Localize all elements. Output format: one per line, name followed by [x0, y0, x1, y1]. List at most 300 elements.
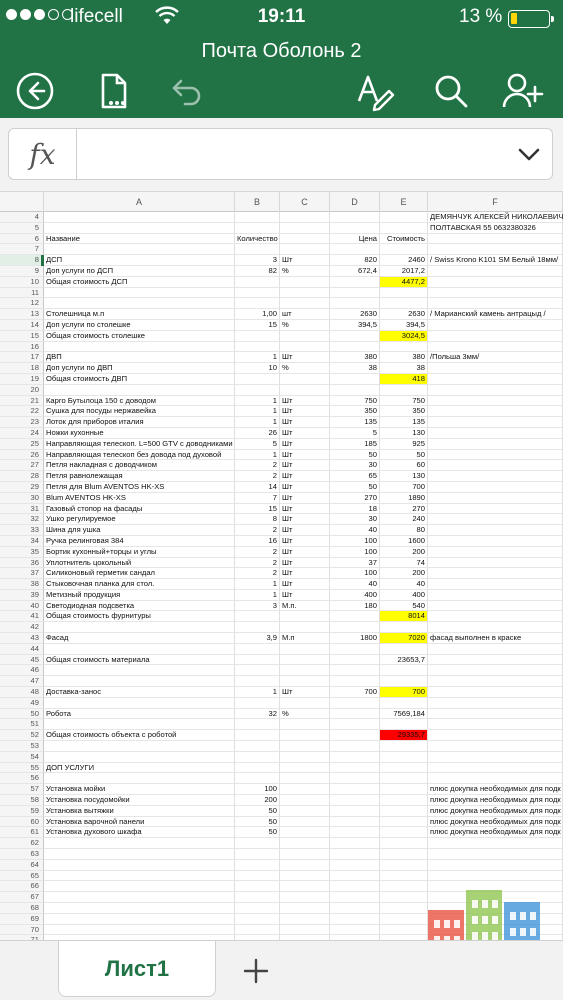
row-header[interactable]: 67: [0, 892, 44, 903]
row-header[interactable]: 13: [0, 309, 44, 320]
row-header[interactable]: 4: [0, 212, 44, 223]
cell-c[interactable]: [280, 741, 330, 752]
row-header[interactable]: 43: [0, 633, 44, 644]
row-header[interactable]: 66: [0, 881, 44, 892]
cell-c[interactable]: [280, 827, 330, 838]
cell-d[interactable]: [330, 611, 380, 622]
cell-a[interactable]: Сушка для посуды нержавейка: [44, 406, 235, 417]
cell-e[interactable]: [380, 925, 428, 936]
cell-b[interactable]: Количество: [235, 234, 280, 245]
cell-b[interactable]: 2: [235, 460, 280, 471]
cell-a[interactable]: Метизный продукция: [44, 590, 235, 601]
cell-c[interactable]: Шт: [280, 482, 330, 493]
cell-e[interactable]: [380, 288, 428, 299]
row-header[interactable]: 55: [0, 763, 44, 774]
chevron-down-icon[interactable]: [516, 141, 542, 167]
cell-c[interactable]: [280, 244, 330, 255]
cell-f[interactable]: [428, 342, 563, 353]
row-header[interactable]: 69: [0, 914, 44, 925]
cell-e[interactable]: 200: [380, 568, 428, 579]
cell-e[interactable]: [380, 665, 428, 676]
cell-a[interactable]: Название: [44, 234, 235, 245]
cell-c[interactable]: шт: [280, 309, 330, 320]
cell-b[interactable]: [235, 622, 280, 633]
cell-f[interactable]: [428, 590, 563, 601]
cell-e[interactable]: [380, 244, 428, 255]
cell-b[interactable]: 1: [235, 579, 280, 590]
cell-c[interactable]: Шт: [280, 536, 330, 547]
cell-f[interactable]: [428, 525, 563, 536]
row-header[interactable]: 44: [0, 644, 44, 655]
cell-d[interactable]: [330, 817, 380, 828]
row-header[interactable]: 56: [0, 773, 44, 784]
cell-c[interactable]: Шт: [280, 352, 330, 363]
row-header[interactable]: 33: [0, 525, 44, 536]
cell-c[interactable]: [280, 665, 330, 676]
select-all-corner[interactable]: [0, 192, 44, 212]
row-header[interactable]: 53: [0, 741, 44, 752]
cell-e[interactable]: [380, 342, 428, 353]
cell-b[interactable]: 5: [235, 439, 280, 450]
cell-f[interactable]: фасад выполнен в краске: [428, 633, 563, 644]
cell-a[interactable]: Blum AVENTOS HK-XS: [44, 493, 235, 504]
row-header[interactable]: 25: [0, 439, 44, 450]
cell-e[interactable]: 270: [380, 504, 428, 515]
cell-c[interactable]: [280, 892, 330, 903]
cell-e[interactable]: 29335,7: [380, 730, 428, 741]
cell-a[interactable]: [44, 719, 235, 730]
cell-f[interactable]: / Swiss Krono K101 SM Белый 18мм/: [428, 255, 563, 266]
cell-a[interactable]: Общая стоимость столешке: [44, 331, 235, 342]
cell-c[interactable]: [280, 385, 330, 396]
cell-a[interactable]: Установка посудомойки: [44, 795, 235, 806]
cell-c[interactable]: Шт: [280, 514, 330, 525]
cell-a[interactable]: Общая стоимость объекта с роботой: [44, 730, 235, 741]
cell-e[interactable]: 8014: [380, 611, 428, 622]
cell-f[interactable]: плюс докупка необходимых для подк: [428, 795, 563, 806]
cell-b[interactable]: 50: [235, 817, 280, 828]
cell-e[interactable]: 200: [380, 547, 428, 558]
cell-d[interactable]: 1800: [330, 633, 380, 644]
cell-b[interactable]: 14: [235, 482, 280, 493]
cell-c[interactable]: [280, 806, 330, 817]
cell-f[interactable]: [428, 730, 563, 741]
cell-c[interactable]: %: [280, 709, 330, 720]
cell-b[interactable]: 1: [235, 406, 280, 417]
cell-f[interactable]: [428, 493, 563, 504]
cell-f[interactable]: /Польша 3мм/: [428, 352, 563, 363]
cell-f[interactable]: [428, 709, 563, 720]
cell-f[interactable]: [428, 622, 563, 633]
cell-a[interactable]: Петля для Blum AVENTOS HK-XS: [44, 482, 235, 493]
cell-d[interactable]: 672,4: [330, 266, 380, 277]
cell-d[interactable]: 5: [330, 428, 380, 439]
cell-a[interactable]: Установка духового шкафа: [44, 827, 235, 838]
cell-d[interactable]: 820: [330, 255, 380, 266]
cell-d[interactable]: [330, 644, 380, 655]
row-header[interactable]: 17: [0, 352, 44, 363]
row-header[interactable]: 34: [0, 536, 44, 547]
cell-f[interactable]: [428, 547, 563, 558]
row-header[interactable]: 24: [0, 428, 44, 439]
cell-e[interactable]: 1600: [380, 536, 428, 547]
cell-e[interactable]: 74: [380, 558, 428, 569]
spreadsheet-grid[interactable]: [0, 192, 563, 940]
cell-b[interactable]: 2: [235, 547, 280, 558]
cell-c[interactable]: Шт: [280, 396, 330, 407]
row-header[interactable]: 19: [0, 374, 44, 385]
cell-c[interactable]: Шт: [280, 504, 330, 515]
row-header[interactable]: 70: [0, 925, 44, 936]
row-header[interactable]: 39: [0, 590, 44, 601]
cell-c[interactable]: [280, 871, 330, 882]
search-button[interactable]: [428, 68, 474, 114]
cell-d[interactable]: [330, 288, 380, 299]
cell-d[interactable]: [330, 277, 380, 288]
cell-e[interactable]: 700: [380, 482, 428, 493]
cell-b[interactable]: 1: [235, 687, 280, 698]
cell-f[interactable]: [428, 655, 563, 666]
row-header[interactable]: 68: [0, 903, 44, 914]
row-header[interactable]: 65: [0, 871, 44, 882]
cell-a[interactable]: [44, 752, 235, 763]
cell-f[interactable]: [428, 266, 563, 277]
cell-a[interactable]: Общая стоимость ДСП: [44, 277, 235, 288]
cell-c[interactable]: [280, 838, 330, 849]
cell-d[interactable]: [330, 914, 380, 925]
cell-d[interactable]: 30: [330, 514, 380, 525]
cell-a[interactable]: [44, 385, 235, 396]
cell-d[interactable]: 50: [330, 482, 380, 493]
cell-e[interactable]: Стоимость: [380, 234, 428, 245]
row-header[interactable]: 10: [0, 277, 44, 288]
cell-f[interactable]: / Марианский камень антрацыд /: [428, 309, 563, 320]
cell-b[interactable]: 2: [235, 525, 280, 536]
formula-input[interactable]: [79, 129, 479, 179]
cell-a[interactable]: Карго Бутылоца 150 с доводом: [44, 396, 235, 407]
cell-e[interactable]: [380, 773, 428, 784]
cell-f[interactable]: [428, 849, 563, 860]
cell-e[interactable]: 2460: [380, 255, 428, 266]
function-icon[interactable]: fx: [9, 129, 77, 179]
cell-e[interactable]: [380, 223, 428, 234]
cell-a[interactable]: [44, 698, 235, 709]
cell-d[interactable]: 40: [330, 525, 380, 536]
cell-e[interactable]: 400: [380, 590, 428, 601]
cell-f[interactable]: ДЕМЯНЧУК АЛЕКСЕЙ НИКОЛАЕВИЧ: [430, 212, 563, 221]
cell-a[interactable]: Стыковочная планка для стол.: [44, 579, 235, 590]
cell-d[interactable]: [330, 849, 380, 860]
cell-e[interactable]: [380, 914, 428, 925]
document-title[interactable]: Почта Оболонь 2: [201, 40, 362, 62]
row-header[interactable]: 14: [0, 320, 44, 331]
cell-b[interactable]: [235, 763, 280, 774]
cell-c[interactable]: Шт: [280, 525, 330, 536]
share-button[interactable]: [500, 68, 546, 114]
cell-d[interactable]: 700: [330, 687, 380, 698]
cell-f[interactable]: [428, 676, 563, 687]
row-header[interactable]: 64: [0, 860, 44, 871]
cell-d[interactable]: 100: [330, 568, 380, 579]
cell-b[interactable]: [235, 655, 280, 666]
cell-f[interactable]: [428, 482, 563, 493]
cell-c[interactable]: [280, 234, 330, 245]
cell-a[interactable]: [44, 849, 235, 860]
cell-c[interactable]: Шт: [280, 428, 330, 439]
cell-e[interactable]: [380, 849, 428, 860]
cell-f[interactable]: [428, 611, 563, 622]
cell-f[interactable]: [428, 331, 563, 342]
cell-e[interactable]: 7569,184: [380, 709, 428, 720]
row-header[interactable]: 38: [0, 579, 44, 590]
cell-f[interactable]: [428, 752, 563, 763]
cell-b[interactable]: 15: [235, 320, 280, 331]
cell-c[interactable]: Шт: [280, 493, 330, 504]
cell-b[interactable]: [235, 223, 280, 234]
cell-b[interactable]: [235, 244, 280, 255]
cell-d[interactable]: [330, 871, 380, 882]
cell-a[interactable]: [44, 881, 235, 892]
cell-c[interactable]: [280, 288, 330, 299]
cell-f[interactable]: плюс докупка необходимых для подк: [428, 806, 563, 817]
cell-a[interactable]: [44, 773, 235, 784]
cell-a[interactable]: [44, 741, 235, 752]
cell-a[interactable]: Доп услуги по ДСП: [44, 266, 235, 277]
cell-d[interactable]: [330, 331, 380, 342]
cell-f[interactable]: [428, 385, 563, 396]
cell-c[interactable]: [280, 611, 330, 622]
cell-c[interactable]: [280, 342, 330, 353]
cell-a[interactable]: Уплотнитель цокольный: [44, 558, 235, 569]
cell-c[interactable]: [280, 784, 330, 795]
cell-d[interactable]: [330, 622, 380, 633]
cell-a[interactable]: ДВП: [44, 352, 235, 363]
cell-f[interactable]: [428, 417, 563, 428]
cell-c[interactable]: М.п.: [280, 601, 330, 612]
cell-d[interactable]: [330, 881, 380, 892]
row-header[interactable]: 26: [0, 450, 44, 461]
cell-e[interactable]: 7020: [380, 633, 428, 644]
cell-b[interactable]: [235, 212, 280, 223]
cell-b[interactable]: 15: [235, 504, 280, 515]
row-header[interactable]: 63: [0, 849, 44, 860]
cell-f[interactable]: [428, 838, 563, 849]
cell-e[interactable]: 700: [380, 687, 428, 698]
cell-b[interactable]: [235, 741, 280, 752]
cell-e[interactable]: 240: [380, 514, 428, 525]
cell-f[interactable]: плюс докупка необходимых для подк: [428, 827, 563, 838]
cell-d[interactable]: [330, 223, 380, 234]
cell-d[interactable]: [330, 730, 380, 741]
cell-a[interactable]: [44, 644, 235, 655]
cell-f[interactable]: [428, 698, 563, 709]
cell-b[interactable]: [235, 331, 280, 342]
cell-c[interactable]: Шт: [280, 579, 330, 590]
row-header[interactable]: 57: [0, 784, 44, 795]
cell-d[interactable]: 40: [330, 579, 380, 590]
cell-f[interactable]: [428, 298, 563, 309]
cell-b[interactable]: 10: [235, 363, 280, 374]
row-header[interactable]: 18: [0, 363, 44, 374]
cell-e[interactable]: 4477,2: [380, 277, 428, 288]
row-header[interactable]: 32: [0, 514, 44, 525]
row-header[interactable]: 62: [0, 838, 44, 849]
cell-d[interactable]: [330, 385, 380, 396]
cell-b[interactable]: 3: [235, 601, 280, 612]
cell-d[interactable]: 180: [330, 601, 380, 612]
row-header[interactable]: 46: [0, 665, 44, 676]
column-header-b[interactable]: B: [235, 192, 280, 212]
cell-e[interactable]: 2017,2: [380, 266, 428, 277]
cell-c[interactable]: [280, 849, 330, 860]
cell-b[interactable]: [235, 665, 280, 676]
cell-b[interactable]: [235, 849, 280, 860]
cell-d[interactable]: [330, 795, 380, 806]
cell-d[interactable]: 270: [330, 493, 380, 504]
cell-f[interactable]: плюс докупка необходимых для подк: [428, 817, 563, 828]
cell-a[interactable]: Лоток для приборов италия: [44, 417, 235, 428]
cell-f[interactable]: [428, 504, 563, 515]
cell-d[interactable]: [330, 741, 380, 752]
cell-b[interactable]: 7: [235, 493, 280, 504]
cell-e[interactable]: 925: [380, 439, 428, 450]
cell-d[interactable]: [330, 892, 380, 903]
cell-b[interactable]: 100: [235, 784, 280, 795]
cell-f[interactable]: [428, 601, 563, 612]
cell-c[interactable]: [280, 817, 330, 828]
cell-c[interactable]: Шт: [280, 590, 330, 601]
cell-d[interactable]: [330, 698, 380, 709]
cell-f[interactable]: [428, 644, 563, 655]
cell-e[interactable]: [380, 903, 428, 914]
cell-a[interactable]: [44, 665, 235, 676]
cell-e[interactable]: 394,5: [380, 320, 428, 331]
row-header[interactable]: 12: [0, 298, 44, 309]
cell-f[interactable]: [428, 558, 563, 569]
column-header-e[interactable]: E: [380, 192, 428, 212]
cell-c[interactable]: [280, 914, 330, 925]
row-header[interactable]: 31: [0, 504, 44, 515]
row-header[interactable]: 40: [0, 601, 44, 612]
cell-c[interactable]: [280, 374, 330, 385]
edit-button[interactable]: [352, 68, 398, 114]
cell-c[interactable]: [280, 644, 330, 655]
column-header-a[interactable]: A: [44, 192, 235, 212]
cell-c[interactable]: [280, 622, 330, 633]
cell-c[interactable]: [280, 925, 330, 936]
sheet-tab-active[interactable]: Лист1: [58, 941, 216, 997]
cell-c[interactable]: [280, 752, 330, 763]
cell-b[interactable]: 2: [235, 558, 280, 569]
cell-b[interactable]: 50: [235, 827, 280, 838]
cell-e[interactable]: [380, 892, 428, 903]
cell-a[interactable]: Общая стоимость фурнитуры: [44, 611, 235, 622]
cell-d[interactable]: [330, 665, 380, 676]
cell-a[interactable]: Шина для ушка: [44, 525, 235, 536]
cell-e[interactable]: [380, 385, 428, 396]
cell-b[interactable]: [235, 298, 280, 309]
cell-e[interactable]: 40: [380, 579, 428, 590]
cell-a[interactable]: Установка вытяжки: [44, 806, 235, 817]
row-header[interactable]: 52: [0, 730, 44, 741]
cell-a[interactable]: Петля равнолежащая: [44, 471, 235, 482]
cell-d[interactable]: 38: [330, 363, 380, 374]
cell-f[interactable]: [428, 428, 563, 439]
row-header[interactable]: 29: [0, 482, 44, 493]
cell-f[interactable]: [428, 439, 563, 450]
cell-e[interactable]: [380, 806, 428, 817]
cell-e[interactable]: 60: [380, 460, 428, 471]
cell-b[interactable]: 1: [235, 352, 280, 363]
cell-e[interactable]: [380, 763, 428, 774]
cell-f[interactable]: [428, 471, 563, 482]
cell-e[interactable]: [380, 752, 428, 763]
cell-b[interactable]: [235, 374, 280, 385]
cell-f[interactable]: [428, 871, 563, 882]
cell-b[interactable]: [235, 698, 280, 709]
cell-b[interactable]: [235, 752, 280, 763]
cell-c[interactable]: [280, 903, 330, 914]
cell-d[interactable]: [330, 903, 380, 914]
cell-e[interactable]: 80: [380, 525, 428, 536]
row-header[interactable]: 16: [0, 342, 44, 353]
cell-c[interactable]: [280, 655, 330, 666]
cell-c[interactable]: [280, 298, 330, 309]
cell-c[interactable]: [280, 331, 330, 342]
cell-a[interactable]: [44, 925, 235, 936]
cell-c[interactable]: Шт: [280, 558, 330, 569]
cell-f[interactable]: [428, 568, 563, 579]
cell-b[interactable]: 32: [235, 709, 280, 720]
cell-a[interactable]: [44, 903, 235, 914]
file-menu-button[interactable]: [92, 68, 138, 114]
cell-a[interactable]: Ушко регулируемое: [44, 514, 235, 525]
cell-c[interactable]: Шт: [280, 406, 330, 417]
cell-d[interactable]: 400: [330, 590, 380, 601]
row-header[interactable]: 48: [0, 687, 44, 698]
cell-d[interactable]: 2630: [330, 309, 380, 320]
cell-d[interactable]: [330, 773, 380, 784]
cell-f[interactable]: [428, 460, 563, 471]
cell-b[interactable]: 1: [235, 396, 280, 407]
cell-a[interactable]: Петля накладная с доводчиком: [44, 460, 235, 471]
cell-c[interactable]: [280, 698, 330, 709]
row-header[interactable]: 9: [0, 266, 44, 277]
cell-e[interactable]: [380, 698, 428, 709]
cell-c[interactable]: М.п: [280, 633, 330, 644]
cell-c[interactable]: [280, 763, 330, 774]
cell-b[interactable]: 8: [235, 514, 280, 525]
cell-d[interactable]: [330, 374, 380, 385]
cell-e[interactable]: [380, 676, 428, 687]
cell-a[interactable]: Бортик кухонный+торцы и углы: [44, 547, 235, 558]
cell-f[interactable]: [428, 396, 563, 407]
cell-a[interactable]: [44, 622, 235, 633]
cell-c[interactable]: %: [280, 320, 330, 331]
cell-c[interactable]: %: [280, 363, 330, 374]
cell-a[interactable]: [44, 244, 235, 255]
cell-e[interactable]: [380, 871, 428, 882]
cell-e[interactable]: 750: [380, 396, 428, 407]
cell-b[interactable]: [235, 730, 280, 741]
row-header[interactable]: 42: [0, 622, 44, 633]
cell-b[interactable]: 82: [235, 266, 280, 277]
cell-f[interactable]: [428, 244, 563, 255]
row-header[interactable]: 20: [0, 385, 44, 396]
cell-d[interactable]: 18: [330, 504, 380, 515]
cell-b[interactable]: [235, 925, 280, 936]
cell-a[interactable]: Доп услуги по столешке: [44, 320, 235, 331]
